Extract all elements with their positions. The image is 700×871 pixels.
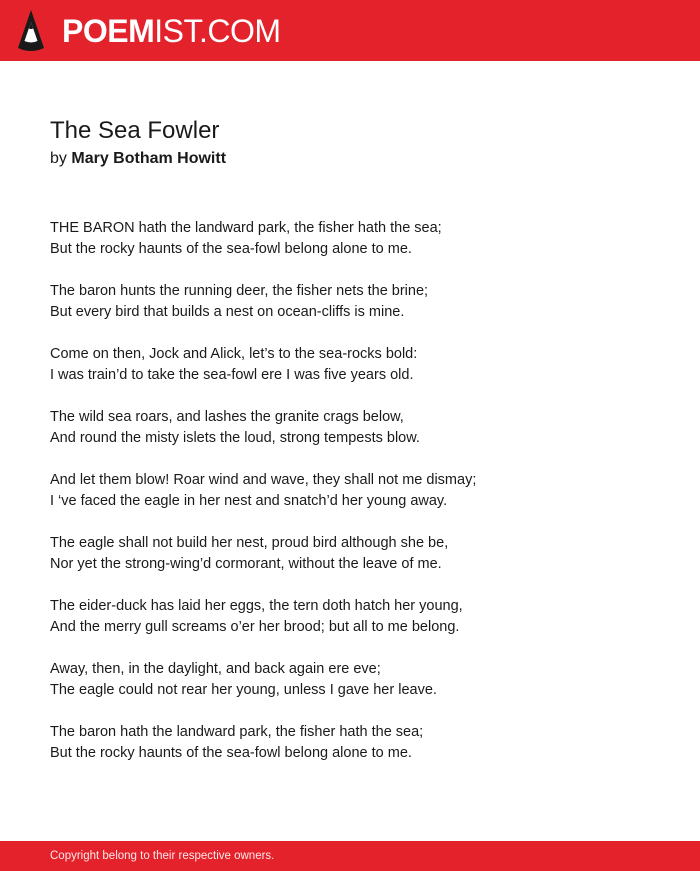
copyright-notice: Copyright belong to their respective owners. [50, 850, 275, 862]
poem-line: I was train’d to take the sea-fowl ere I was five years old. [50, 367, 414, 383]
poem-line: I ‘ve faced the eagle in her nest and snatch’d her young away. [50, 493, 448, 509]
logo-text-bold: POEM [62, 13, 155, 49]
stanza [50, 659, 650, 722]
poem-line: The baron hunts the running deer, the fisher nets the brine; [50, 283, 429, 299]
site-logo[interactable] [62, 12, 281, 50]
poem-line: And the merry gull screams o’er her brood; but all to me belong. [50, 619, 460, 635]
by-label: by [50, 150, 67, 167]
stanza [50, 722, 650, 785]
poem-line: The wild sea roars, and lashes the granite crags below, [50, 409, 404, 425]
poem-line: And let them blow! Roar wind and wave, they shall not me dismay; [50, 472, 477, 488]
stanza [50, 281, 650, 344]
stanza [50, 344, 650, 407]
poem-line: But every bird that builds a nest on ocean-cliffs is mine. [50, 304, 405, 320]
poem-line: But the rocky haunts of the sea-fowl belong alone to me. [50, 241, 412, 257]
poem-line: The baron hath the landward park, the fisher hath the sea; [50, 724, 424, 740]
stanza [50, 533, 650, 596]
logo-text-light: IST.COM [154, 13, 281, 49]
author-name: Mary Botham Howitt [71, 150, 227, 167]
poem-line: The eagle shall not build her nest, proud bird although she be, [50, 535, 449, 551]
poem-line: Nor yet the strong-wing’d cormorant, without the leave of me. [50, 556, 442, 572]
stanza [50, 596, 650, 659]
poem-line: The eagle could not rear her young, unless I gave her leave. [50, 682, 437, 698]
poem-body [50, 218, 650, 785]
poem-line: The eider-duck has laid her eggs, the tern doth hatch her young, [50, 598, 463, 614]
poem-line: Come on then, Jock and Alick, let’s to the sea-rocks bold: [50, 346, 418, 362]
poem-title: The Sea Fowler [50, 117, 220, 144]
poem-line: And round the misty islets the loud, strong tempests blow. [50, 430, 420, 446]
stanza [50, 470, 650, 533]
site-footer [0, 841, 700, 871]
stanza [50, 407, 650, 470]
stanza [50, 218, 650, 281]
poem-line: THE BARON hath the landward park, the fisher hath the sea; [50, 220, 442, 236]
poem-line: But the rocky haunts of the sea-fowl belong alone to me. [50, 745, 412, 761]
byline [50, 149, 226, 169]
poem-line: Away, then, in the daylight, and back again ere eve; [50, 661, 381, 677]
site-header [0, 0, 700, 61]
pencil-tip-icon [18, 10, 44, 52]
